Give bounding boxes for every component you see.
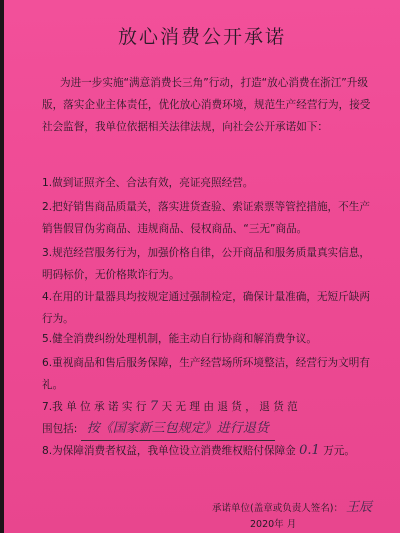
commitment-item-7 xyxy=(42,396,380,441)
item-8-suffix: 万元。 xyxy=(323,445,355,457)
signature-label: 承诺单位(盖章或负责人签名)： xyxy=(212,503,343,514)
item-7-prefix: 7.我 单 位 承 诺 实 行 xyxy=(42,401,147,413)
commitment-item-4: 4.在用的计量器具均按规定通过强制检定，确保计量准确，无短斤缺两行为。 xyxy=(42,291,370,325)
commitment-sheet xyxy=(4,0,400,533)
guarantee-amount-handwritten: 0.1 xyxy=(299,443,320,458)
commitment-item-3: 3.规范经营服务行为，加强价格自律，公开商品和服务质量真实信息，明码标价，无价格欺诈行为。 xyxy=(42,247,370,281)
intro-paragraph: 为进一步实施“满意消费长三角”行动，打造“放心消费在浙江”升级版，落实企业主体责任，优化放心消费环境，规范生产经营行为，接受社会监督，我单位依据相关法律法规，向社会公开承诺如下： xyxy=(42,77,371,133)
item-7-middle: 天 无 理 由 退 货 ， 退 货 范 xyxy=(161,401,298,413)
commitment-item-1: 1.做到证照齐全、合法有效，亮证亮照经营。 xyxy=(42,177,254,189)
date-line: 2020年 月 xyxy=(250,519,297,530)
commitment-item-6: 6.重视商品和售后服务保障，生产经营场所环境整洁，经营行为文明有礼。 xyxy=(42,357,370,391)
return-scope-handwritten: 按《国家新三包规定》进行退货 xyxy=(81,418,275,441)
commitment-item-5: 5.健全消费纠纷处理机制，能主动自行协商和解消费争议。 xyxy=(42,333,317,345)
signature-name-handwritten: 王辰 xyxy=(345,500,372,515)
commitment-item-2: 2.把好销售商品质量关，落实进货查验、索证索票等管控措施，不生产销售假冒伪劣商品、违规商品、侵权商品、“三无”商品。 xyxy=(42,201,370,235)
return-days-handwritten: 7 xyxy=(149,399,159,414)
page-title: 放心消费公开承诺 xyxy=(117,26,286,48)
signature-line xyxy=(212,496,372,515)
item-7-line2-prefix: 围包括: xyxy=(42,423,78,435)
commitment-item-8 xyxy=(42,440,380,462)
item-8-prefix: 8.为保障消费者权益，我单位设立消费维权赔付保障金 xyxy=(42,445,296,457)
